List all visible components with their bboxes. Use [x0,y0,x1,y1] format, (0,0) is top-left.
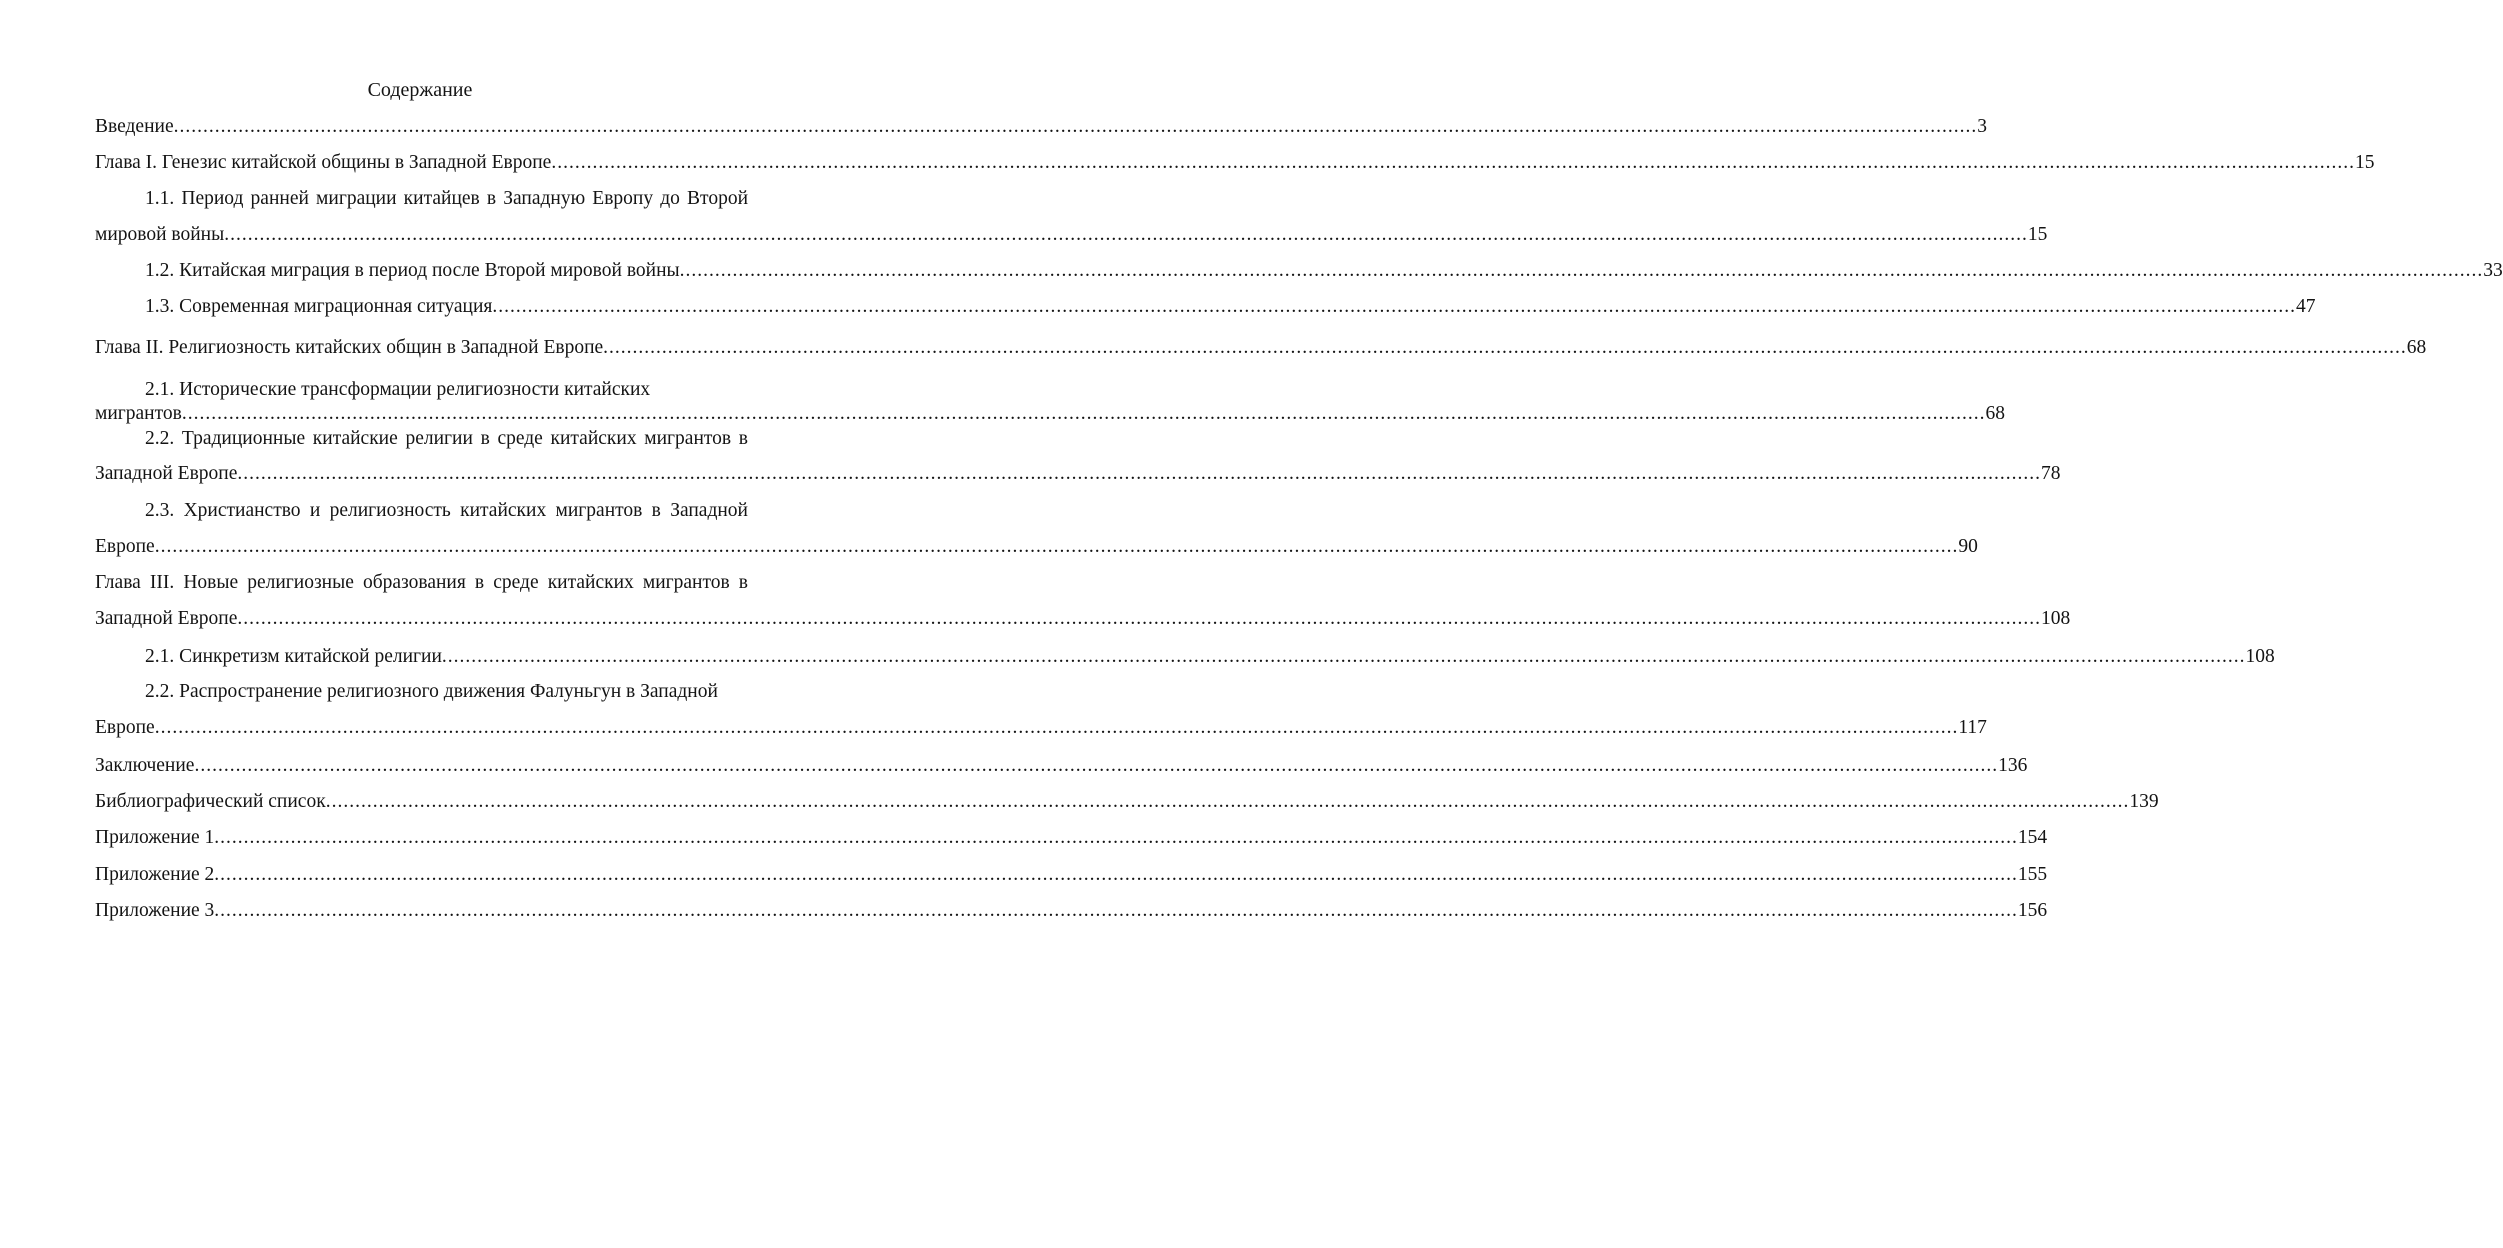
toc-leader-dots: ................................................................................................................................................................................................................................................................................................................... [679,260,2484,281]
toc-entry-appendix-2 [95,863,2048,887]
toc-entry-text: 2.1. Синкретизм китайской религии [145,646,442,667]
toc-page-number: 139 [2129,791,2159,812]
toc-entry-text: 1.2. Китайская миграция в период после Второй мировой войны [145,260,680,281]
toc-leader-dots: ................................................................................................................................................................................................................................................................................................................... [181,403,1986,424]
toc-page-number: 156 [2017,900,2048,921]
toc-leader-dots: ................................................................................................................................................................................................................................................................................................................... [224,224,2028,245]
toc-leader-dots: ................................................................................................................................................................................................................................................................................................................... [237,608,2042,629]
toc-entry-text: Библиографический список [95,791,326,812]
toc-page-number: 117 [1958,717,1987,738]
toc-entry-section-2-2-line2 [95,462,2061,486]
toc-leader-dots: ................................................................................................................................................................................................................................................................................................................... [173,116,1978,137]
toc-entry-section-1-2 [145,259,2503,283]
toc-leader-dots: ................................................................................................................................................................................................................................................................................................................... [492,296,2296,317]
toc-entry-section-1-1-line1: 1.1. Период ранней миграции китайцев в Западную Европу до Второй [145,188,748,209]
toc-entry-chapter-3-line2 [95,607,2071,631]
toc-entry-text: Приложение 3 [95,900,215,921]
toc-entry-text: мигрантов [95,403,182,424]
toc-entry-text: Западной Европе [95,608,238,629]
toc-page-number: 78 [2041,463,2061,484]
toc-entry-conclusion [95,754,2028,778]
toc-page-number: 90 [1958,536,1978,557]
toc-entry-text: Европе [95,717,155,738]
toc-entry-text: Приложение 1 [95,827,215,848]
toc-leader-dots: ................................................................................................................................................................................................................................................................................................................... [154,717,1959,738]
toc-entry-section-2-1-line2 [95,402,2005,426]
toc-entry-section-2-1-line1: 2.1. Исторические трансформации религиозности китайских [145,379,651,400]
toc-entry-appendix-3 [95,899,2048,923]
toc-entry-text: Глава II. Религиозность китайских общин в Западной Европе [95,337,604,358]
toc-entry-section-3-2-line1: 2.2. Распространение религиозного движения Фалуньгун в Западной [145,681,718,702]
toc-page-number: 108 [2245,646,2275,667]
toc-entry-appendix-1 [95,826,2048,850]
toc-page-number: 108 [2041,608,2071,629]
toc-page-number: 33 [2483,260,2503,281]
toc-entry-chapter-3-line1: Глава III. Новые религиозные образования в среде китайских мигрантов в [95,572,748,593]
toc-leader-dots: ................................................................................................................................................................................................................................................................................................................... [214,827,2018,848]
toc-entry-text: Западной Европе [95,463,238,484]
toc-page-number: 68 [2406,337,2427,358]
toc-page-number: 154 [2017,827,2048,848]
toc-page-number: 3 [1977,116,1987,137]
toc-page-number: 15 [2354,152,2375,173]
toc-page-number: 68 [1985,403,2005,424]
toc-entry-text: Заключение [95,755,195,776]
toc-leader-dots: ................................................................................................................................................................................................................................................................................................................... [441,646,2246,667]
toc-leader-dots: ................................................................................................................................................................................................................................................................................................................... [214,864,2018,885]
toc-page-number: 15 [2027,224,2048,245]
toc-entry-text: мировой войны [95,224,225,245]
toc-entry-section-2-2-line1: 2.2. Традиционные китайские религии в среде китайских мигрантов в [145,428,748,449]
page-title: Содержание [367,79,473,101]
toc-page-number: 47 [2296,296,2316,317]
toc-leader-dots: ................................................................................................................................................................................................................................................................................................................... [154,536,1959,557]
toc-page-number: 155 [2017,864,2048,885]
toc-leader-dots: ................................................................................................................................................................................................................................................................................................................... [237,463,2042,484]
toc-entry-section-3-2-line2 [95,716,1987,740]
toc-leader-dots: ................................................................................................................................................................................................................................................................................................................... [194,755,1999,776]
toc-entry-text: Европе [95,536,155,557]
toc-leader-dots: ................................................................................................................................................................................................................................................................................................................... [551,152,2355,173]
toc-leader-dots: ................................................................................................................................................................................................................................................................................................................... [214,900,2018,921]
toc-entry-section-1-3 [145,295,2316,319]
toc-entry-text: Глава I. Генезис китайской общины в Западной Европе [95,152,552,173]
toc-entry-text: 1.3. Современная миграционная ситуация [145,296,493,317]
toc-entry-chapter-2 [95,336,2427,360]
toc-leader-dots: ................................................................................................................................................................................................................................................................................................................... [603,337,2407,358]
toc-leader-dots: ................................................................................................................................................................................................................................................................................................................... [325,791,2130,812]
toc-page-number: 136 [1998,755,2028,776]
toc-entry-section-3-1 [145,645,2275,669]
toc-entry-section-1-1-line2 [95,223,2048,247]
toc-entry-text: Приложение 2 [95,864,215,885]
toc-entry-text: Введение [95,116,174,137]
toc-entry-section-2-3-line2 [95,535,1978,559]
toc-entry-section-2-3-line1: 2.3. Христианство и религиозность китайских мигрантов в Западной [145,500,748,521]
toc-entry-bibliography [95,790,2159,814]
toc-entry-chapter-1 [95,151,2375,175]
toc-entry-intro [95,115,1987,139]
